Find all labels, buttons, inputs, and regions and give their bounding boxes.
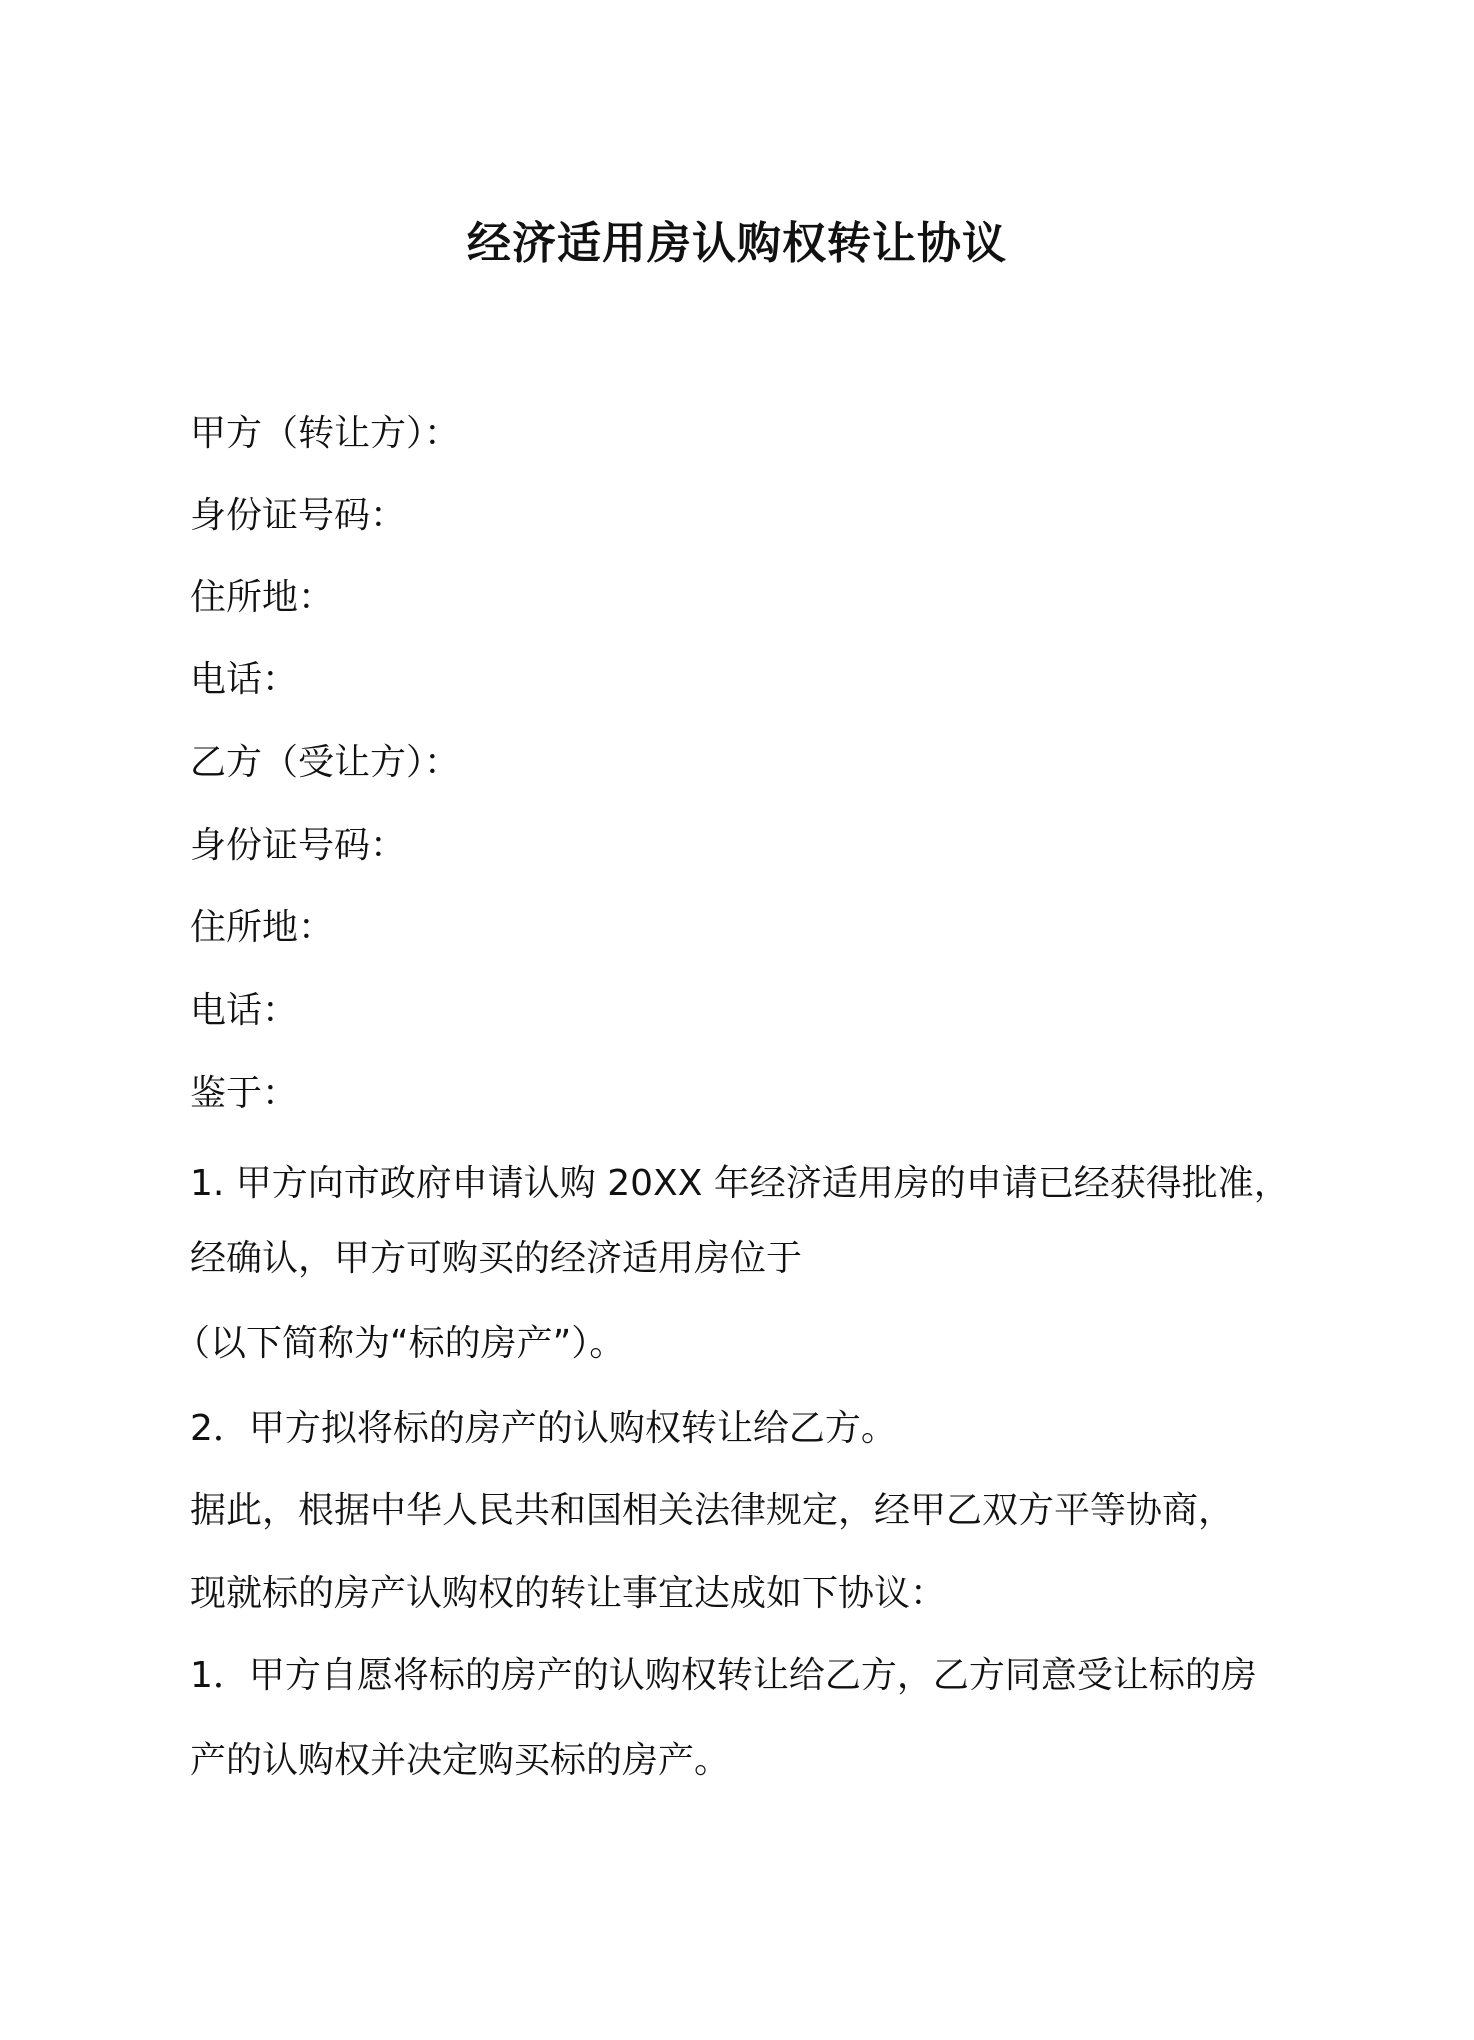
document-title: 经济适用房认购权转让协议 bbox=[467, 218, 1007, 269]
recital-1-line-3: （以下简称为“标的房产”）。 bbox=[174, 1323, 626, 1364]
party-a-label: 甲方（转让方）： bbox=[190, 413, 461, 454]
party-a-id-label: 身份证号码： bbox=[190, 495, 407, 536]
whereas-heading: 鉴于： bbox=[190, 1073, 299, 1114]
party-b-address-label: 住所地： bbox=[190, 907, 335, 948]
party-b-phone-label: 电话： bbox=[190, 990, 299, 1031]
clause-1-line-1: 1．甲方自愿将标的房产的认购权转让给乙方，乙方同意受让标的房 bbox=[190, 1655, 1257, 1696]
party-a-address-label: 住所地： bbox=[190, 577, 335, 618]
clause-1-line-2: 产的认购权并决定购买标的房产。 bbox=[190, 1740, 731, 1781]
preamble-line-2: 现就标的房产认购权的转让事宜达成如下协议： bbox=[190, 1573, 947, 1614]
party-b-id-label: 身份证号码： bbox=[190, 825, 407, 866]
party-a-phone-label: 电话： bbox=[190, 659, 299, 700]
party-b-label: 乙方（受让方）： bbox=[190, 742, 461, 783]
recital-2: 2．甲方拟将标的房产的认购权转让给乙方。 bbox=[190, 1408, 897, 1449]
recital-1-line-2: 经确认，甲方可购买的经济适用房位于 bbox=[190, 1238, 803, 1279]
preamble-line-1: 据此，根据中华人民共和国相关法律规定，经甲乙双方平等协商， bbox=[190, 1490, 1235, 1531]
recital-1-line-1: 1. 甲方向市政府申请认购 20XX 年经济适用房的申请已经获得批准， bbox=[190, 1163, 1290, 1204]
